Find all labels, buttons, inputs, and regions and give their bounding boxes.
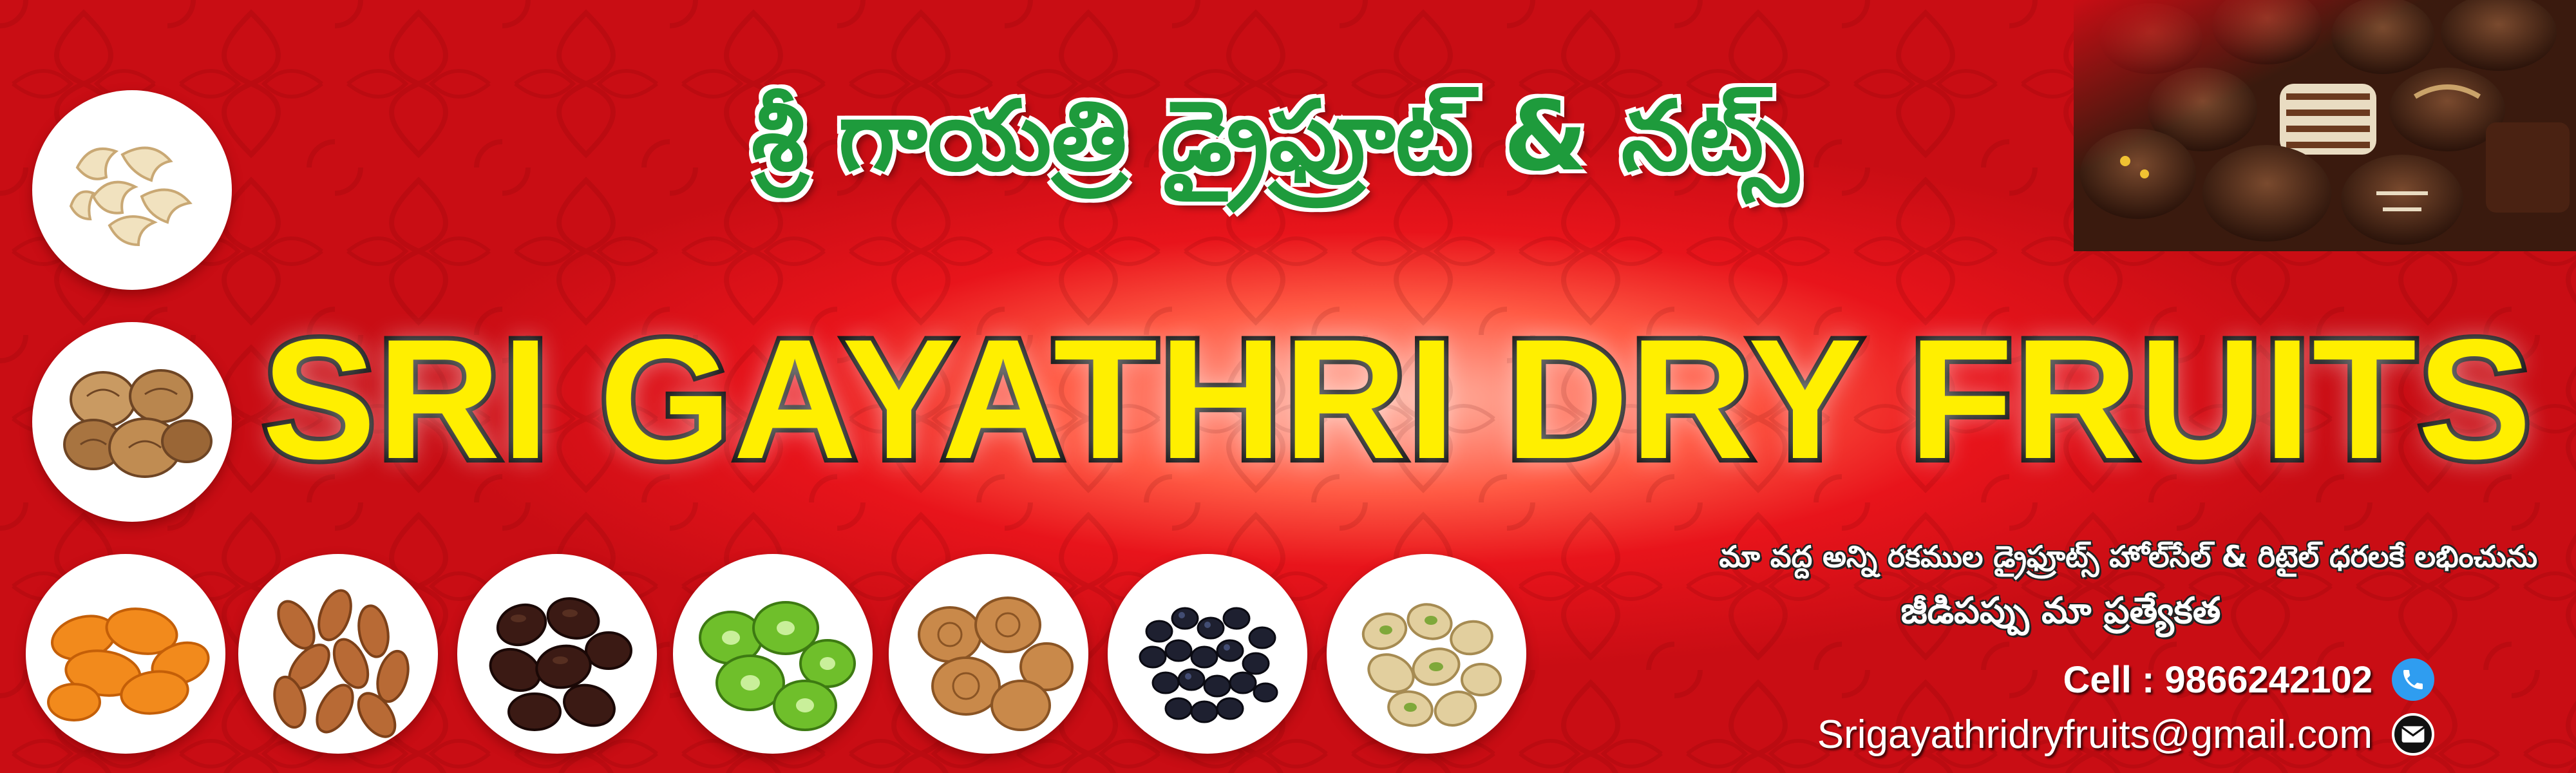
pistachios-image	[1327, 554, 1526, 754]
phone-contact	[1868, 651, 2434, 709]
mail-icon	[2392, 713, 2434, 756]
phone-number[interactable]: Cell : 9866242102	[2063, 658, 2372, 701]
dried-kiwi-image	[673, 554, 873, 754]
dried-figs-image	[889, 554, 1088, 754]
cashews-image	[32, 90, 232, 290]
walnuts-image	[32, 322, 232, 522]
almonds-image	[238, 554, 438, 754]
dates-image	[457, 554, 657, 754]
phone-icon	[2392, 658, 2434, 701]
email-address[interactable]: Srigayathridryfruits@gmail.com	[1817, 712, 2372, 757]
chocolates-image	[2074, 0, 2576, 251]
telugu-brand-title: శ్రీ గాయత్రి డ్రైఫ్రూట్ & నట్స్	[751, 80, 1799, 193]
specialty-text: జీడిపప్పు మా ప్రత్యేకత	[1900, 589, 2221, 632]
dried-apricots-image	[26, 554, 225, 754]
english-brand-title: SRI GAYATHRI DRY FRUITS	[262, 303, 2533, 495]
tagline: మా వద్ద అన్ని రకముల డ్రైఫ్రూట్స్ హోల్‌సేల్ & రిటైల్ ధరలకే లభించును	[1719, 539, 2537, 574]
email-contact	[1674, 705, 2434, 763]
black-raisins-image	[1108, 554, 1307, 754]
